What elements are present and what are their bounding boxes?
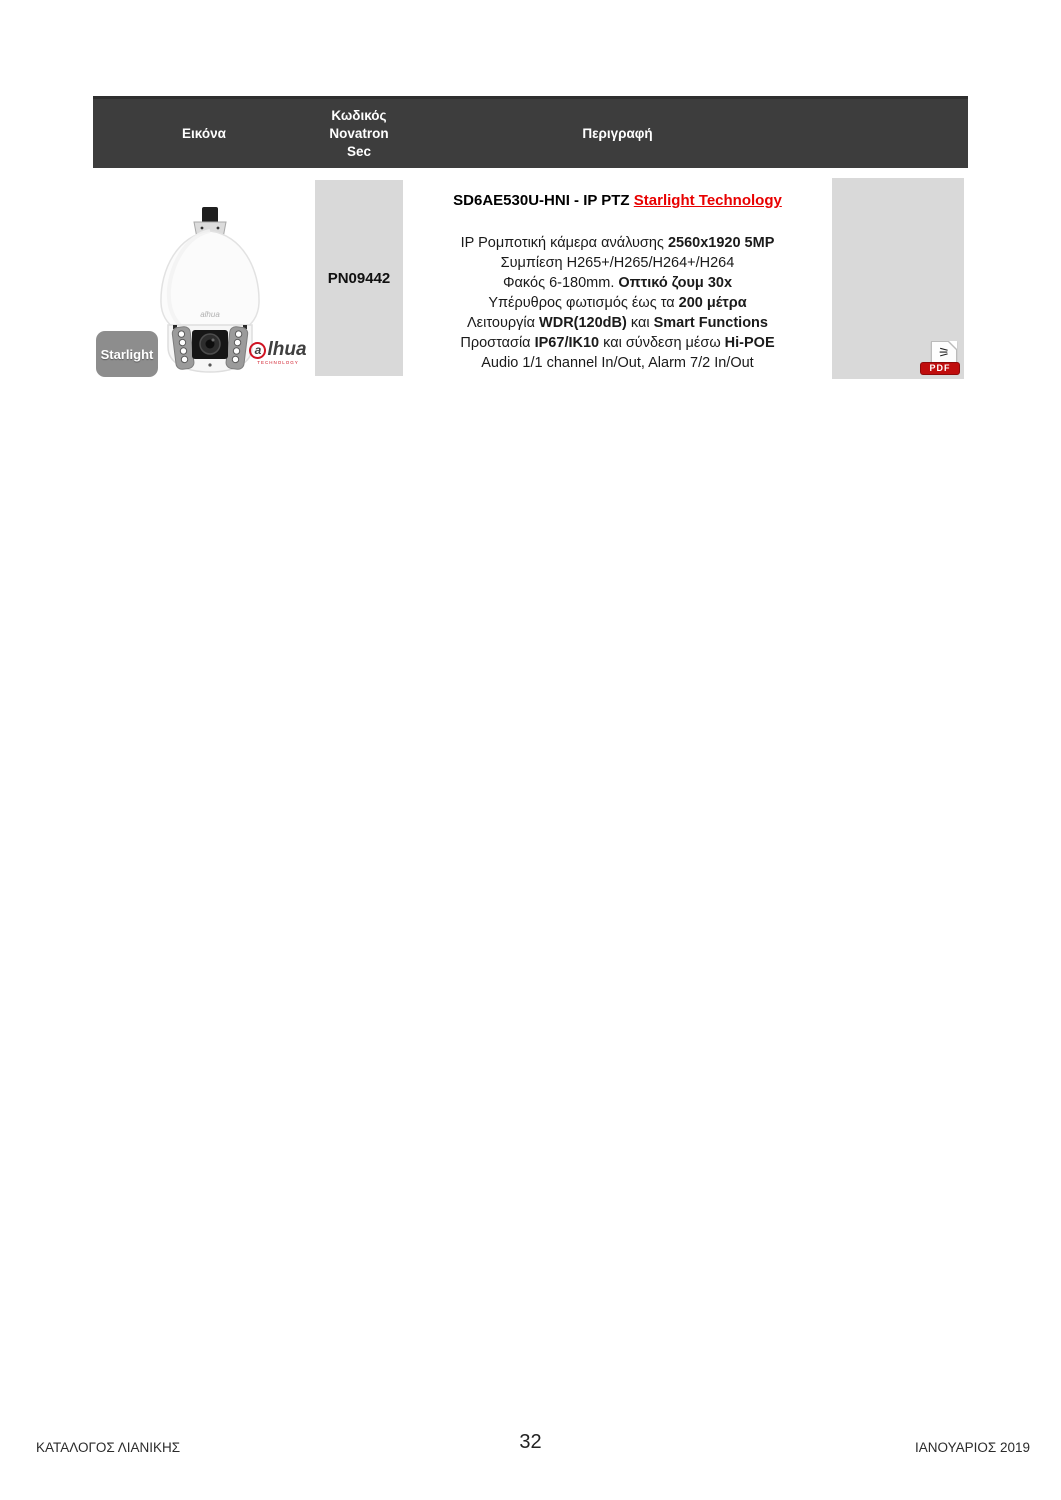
dahua-logo-wordmark: a lhua <box>249 340 306 360</box>
table-header-bar <box>93 96 968 168</box>
svg-text:alhua: alhua <box>200 310 220 319</box>
pdf-acrobat-swirl-icon: ⚞ <box>938 345 950 360</box>
product-title-model: SD6AE530U-HNI - IP PTZ <box>453 192 634 209</box>
description-line: Συμπίεση H265+/H265/H264+/H264 <box>500 255 735 271</box>
pdf-banner-label: PDF <box>920 362 960 375</box>
pdf-icon[interactable] <box>920 341 960 375</box>
column-header-code: Κωδικός Novatron Sec <box>329 107 389 159</box>
column-header-description <box>403 125 832 143</box>
description-line: Προστασία IP67/IK10 και σύνδεση μέσω Hi-POE <box>460 335 775 351</box>
dahua-logo-a-icon: a <box>249 342 266 359</box>
footer-catalog-label: ΚΑΤΑΛΟΓΟΣ ΛΙΑΝΙΚΗΣ <box>36 1440 181 1455</box>
page-number: 32 <box>519 1431 542 1453</box>
column-header-description-label: Περιγραφή <box>582 125 653 141</box>
description-lines <box>403 233 832 373</box>
footer-date-label: ΙΑΝΟΥΑΡΙΟΣ 2019 <box>915 1440 1030 1455</box>
dahua-logo-subtext: TECHNOLOGY <box>257 360 299 365</box>
description-line: Audio 1/1 channel In/Out, Alarm 7/2 In/Out <box>481 355 754 371</box>
starlight-badge <box>96 331 158 377</box>
product-code: PN09442 <box>327 269 391 287</box>
starlight-badge-label: Starlight <box>100 346 154 362</box>
description-line: Λειτουργία WDR(120dB) και Smart Functions <box>467 315 768 331</box>
product-title <box>403 190 832 211</box>
description-line: Υπέρυθρος φωτισμός έως τα 200 μέτρα <box>488 295 747 311</box>
datasheet-cell <box>832 178 964 379</box>
column-header-image <box>93 125 315 143</box>
product-code-cell <box>315 180 403 376</box>
starlight-technology-link[interactable]: Starlight Technology <box>633 192 782 209</box>
column-header-image-label: Εικόνα <box>182 125 226 141</box>
description-line: IP Ρομποτική κάμερα ανάλυσης 2560x1920 5MP <box>460 235 775 251</box>
description-line: Φακός 6-180mm. Οπτικό ζουμ 30x <box>502 275 733 291</box>
product-description <box>403 190 832 373</box>
dahua-logo <box>243 340 313 365</box>
